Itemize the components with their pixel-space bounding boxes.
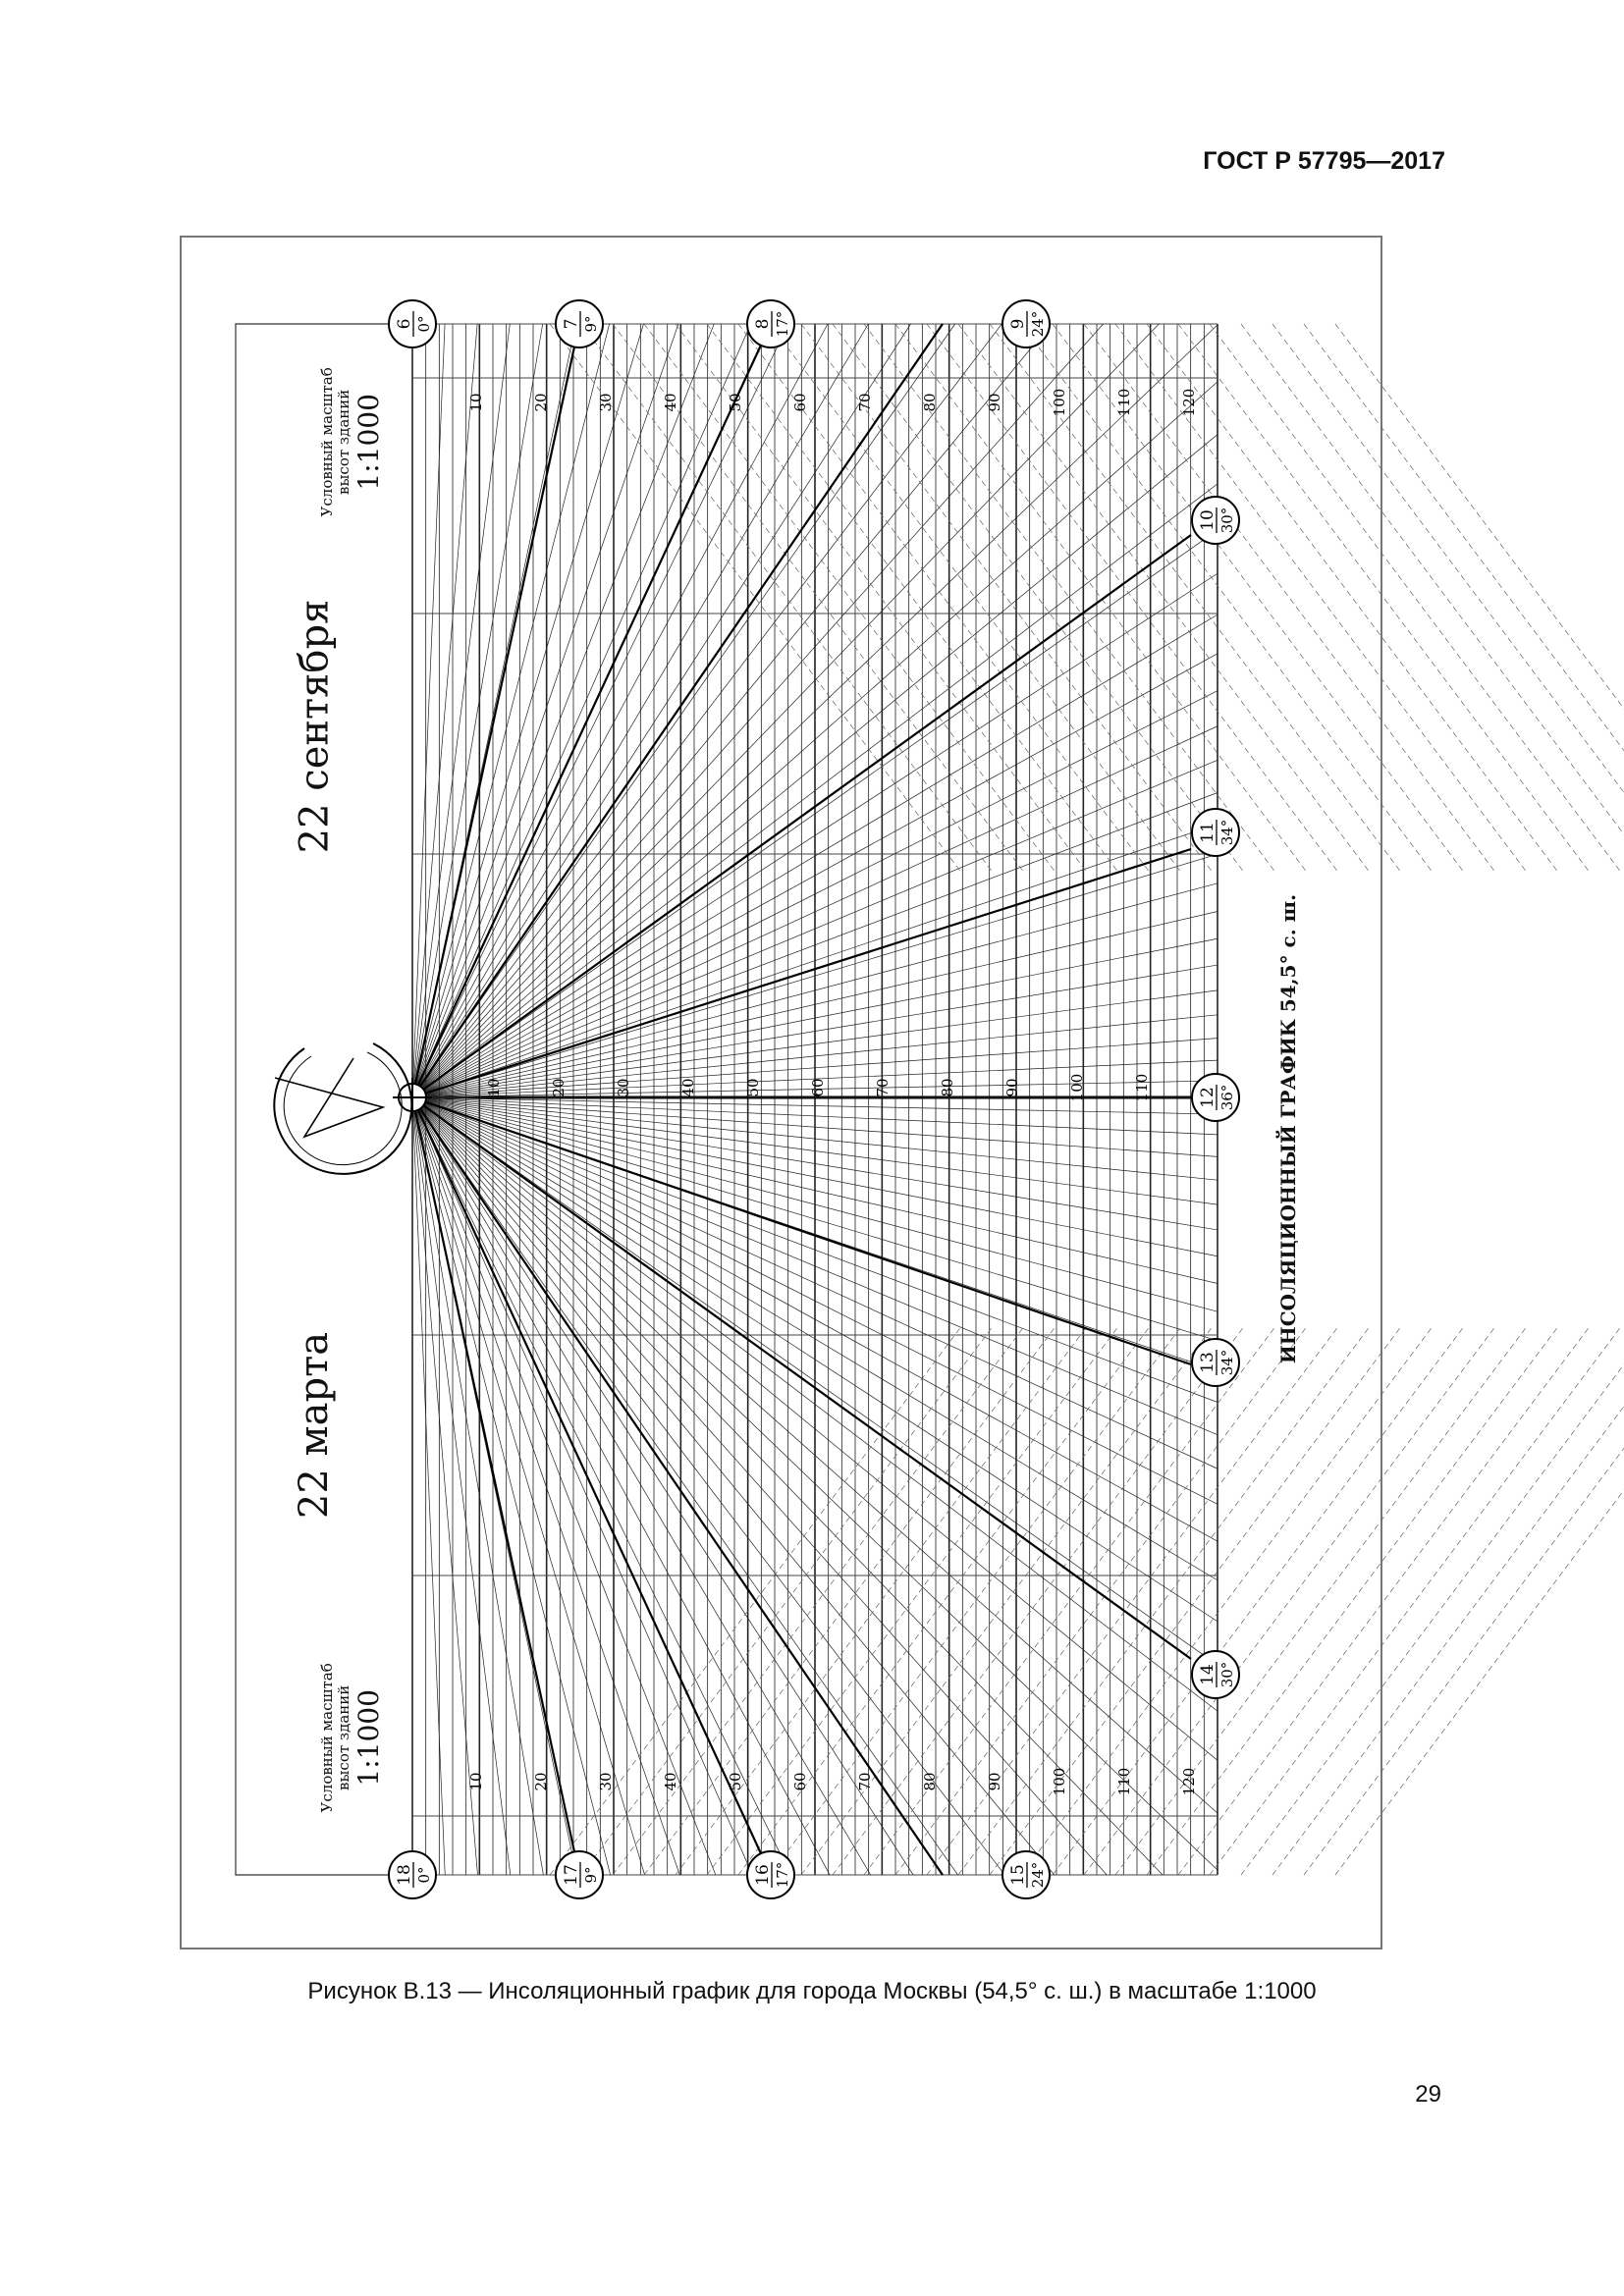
guide-line (1178, 324, 1591, 874)
guide-line (895, 1325, 1308, 1875)
hour-marker-fraction (1198, 1662, 1236, 1688)
hour-marker (1192, 1074, 1239, 1121)
guide-line (958, 1325, 1371, 1875)
guide-line (1241, 1325, 1624, 1875)
emblem-arc (274, 1043, 411, 1174)
hour-marker (1192, 809, 1239, 856)
height-tick-label: 110 (1115, 388, 1133, 417)
hour-marker (1192, 497, 1239, 544)
sun-ray (412, 1097, 1163, 1875)
scale-note-value: 1:1000 (352, 1688, 385, 1787)
hour-ray (412, 324, 943, 1097)
emblem-arrow (275, 1058, 383, 1137)
hour-value: 14 (1198, 1664, 1218, 1685)
hour-marker-fraction (1198, 507, 1236, 534)
height-tick-label: 100 (1068, 1073, 1086, 1102)
hour-marker (1002, 300, 1050, 347)
height-tick-label: 60 (791, 393, 809, 412)
angle-value: 0° (415, 1866, 433, 1884)
sun-ray (412, 1097, 716, 1875)
height-tick-label: 50 (727, 393, 744, 412)
hour-marker-fraction (1198, 1085, 1236, 1111)
sun-ray (412, 324, 477, 1097)
height-tick-label: 70 (856, 1772, 874, 1791)
date-label-march: 22 марта (292, 1331, 338, 1520)
guide-line (1210, 1325, 1622, 1875)
emblem-arc (284, 1052, 402, 1165)
angle-value: 34° (1218, 1349, 1236, 1376)
height-tick-label: 120 (1180, 388, 1198, 417)
height-tick-label: 80 (921, 1772, 939, 1791)
hour-value: 15 (1008, 1864, 1028, 1886)
height-tick-label: 20 (550, 1078, 568, 1097)
hour-marker (747, 300, 794, 347)
guide-line (1053, 1325, 1465, 1875)
angle-value: 36° (1218, 1084, 1236, 1111)
sun-ray (412, 1097, 645, 1875)
height-tick-label: 100 (1051, 388, 1068, 417)
guide-line (1053, 324, 1465, 874)
hour-ray (412, 1097, 943, 1875)
height-tick-label: 110 (1133, 1073, 1151, 1102)
guide-line (1272, 1325, 1624, 1875)
guide-line (1241, 324, 1624, 874)
compass-emblem (274, 1043, 432, 1174)
sun-ray (412, 1097, 1055, 1875)
sun-ray (412, 1097, 445, 1875)
height-tick-label: 40 (679, 1078, 697, 1097)
date-label-september: 22 сентября (291, 599, 337, 854)
height-tick-label: 10 (467, 393, 485, 412)
height-tick-label: 10 (467, 1772, 485, 1791)
height-tick-label: 80 (939, 1078, 956, 1097)
sun-ray (412, 324, 751, 1097)
height-tick-label: 50 (744, 1078, 762, 1097)
height-tick-label: 90 (986, 393, 1003, 412)
hour-value: 6 (395, 318, 414, 330)
sun-ray (412, 324, 543, 1097)
height-tick-label: 110 (1115, 1767, 1133, 1796)
hour-marker-fraction (1008, 1862, 1047, 1889)
height-tick-label: 40 (662, 1772, 679, 1791)
angle-value: 9° (582, 1866, 600, 1884)
sun-ray (412, 1097, 477, 1875)
hour-value: 8 (753, 318, 773, 330)
hour-value: 11 (1198, 822, 1218, 843)
height-tick-label: 70 (874, 1078, 892, 1097)
guide-line (1084, 1325, 1496, 1875)
height-tick-label: 10 (485, 1078, 503, 1097)
hour-marker (1192, 1339, 1239, 1386)
guide-line (1147, 1325, 1559, 1875)
guide-line (1084, 324, 1496, 874)
chart-title: ИНСОЛЯЦИОННЫЙ ГРАФИК 54,5° с. ш. (1276, 893, 1301, 1364)
angle-value: 0° (415, 315, 433, 333)
sun-ray (412, 324, 445, 1097)
guide-line (644, 1325, 1056, 1875)
guide-line (1178, 1325, 1591, 1875)
hour-marker (1002, 1851, 1050, 1898)
sun-ray (412, 1097, 913, 1875)
scale-note-top (319, 367, 385, 516)
hour-marker (747, 1851, 794, 1898)
scale-note-line2: высот зданий (335, 1684, 352, 1790)
hour-marker (389, 300, 436, 347)
hour-value: 13 (1198, 1352, 1218, 1373)
scale-note-bottom (319, 1663, 385, 1812)
sun-ray (412, 1097, 611, 1875)
figure-caption: Рисунок В.13 — Инсоляционный график для города Москвы (54,5° с. ш.) в масштабе 1:1000 (307, 1978, 1317, 2004)
angle-value: 34° (1218, 819, 1236, 846)
chart-boundary (236, 324, 412, 1875)
hour-marker (1192, 1651, 1239, 1698)
height-tick-label: 90 (986, 1772, 1003, 1791)
sun-ray (412, 1097, 543, 1875)
sun-ray (412, 324, 1159, 1097)
guide-line (1335, 1325, 1624, 1875)
scale-note-line1: Условный масштаб (317, 366, 336, 516)
sun-ray (412, 324, 1051, 1097)
sun-ray (412, 1097, 830, 1875)
hour-marker (556, 1851, 603, 1898)
height-tick-label: 20 (532, 1772, 550, 1791)
angle-value: 9° (582, 315, 600, 333)
hour-marker-fraction (1198, 820, 1236, 846)
hour-value: 17 (562, 1864, 581, 1886)
guide-line (1147, 324, 1559, 874)
angle-value: 24° (1029, 310, 1047, 338)
height-tick-label: 100 (1051, 1767, 1068, 1796)
guide-line (1304, 324, 1624, 874)
angle-value: 17° (774, 310, 791, 338)
hour-marker (389, 1851, 436, 1898)
guide-line (1210, 324, 1622, 874)
scale-note-line2: высот зданий (335, 389, 352, 495)
height-tick-label: 70 (856, 393, 874, 412)
angle-value: 30° (1218, 507, 1236, 534)
angle-value: 24° (1029, 1861, 1047, 1889)
angle-value: 30° (1218, 1661, 1236, 1688)
height-tick-label: 60 (809, 1078, 827, 1097)
height-tick-label: 20 (532, 393, 550, 412)
guide-line (1335, 324, 1624, 874)
sun-ray (412, 324, 911, 1097)
sun-ray (412, 324, 643, 1097)
document-id: ГОСТ Р 57795—2017 (1203, 147, 1445, 175)
hour-value: 7 (562, 318, 581, 330)
height-tick-label: 40 (662, 393, 679, 412)
height-tick-label: 90 (1003, 1078, 1021, 1097)
guide-line (738, 1325, 1151, 1875)
height-tick-label: 80 (921, 393, 939, 412)
hour-value: 10 (1198, 509, 1218, 531)
height-tick-label: 30 (615, 1078, 632, 1097)
scale-note-line1: Условный масштаб (317, 1662, 336, 1812)
page-number: 29 (1415, 2081, 1441, 2108)
sun-ray (412, 324, 610, 1097)
height-tick-label: 60 (791, 1772, 809, 1791)
sun-ray (412, 324, 828, 1097)
sun-ray (412, 324, 714, 1097)
guide-line (1272, 324, 1624, 874)
hour-value: 12 (1198, 1087, 1218, 1108)
hour-marker-fraction (753, 1862, 791, 1889)
hour-marker (556, 300, 603, 347)
angle-value: 17° (774, 1861, 791, 1889)
hour-value: 18 (395, 1864, 414, 1886)
height-tick-label: 120 (1180, 1767, 1198, 1796)
scale-note-value: 1:1000 (352, 393, 385, 491)
sun-ray (412, 1097, 752, 1875)
height-tick-label: 30 (597, 1772, 615, 1791)
height-tick-label: 50 (727, 1772, 744, 1791)
hour-marker-fraction (1198, 1350, 1236, 1376)
hour-value: 16 (753, 1864, 773, 1886)
guide-line (958, 324, 1371, 874)
guide-line (801, 1325, 1214, 1875)
guide-line (927, 1325, 1339, 1875)
hour-value: 9 (1008, 318, 1028, 330)
sun-rays (412, 324, 1624, 1875)
height-tick-label: 30 (597, 393, 615, 412)
hour-ray (412, 324, 579, 1097)
guide-line (1304, 1325, 1624, 1875)
